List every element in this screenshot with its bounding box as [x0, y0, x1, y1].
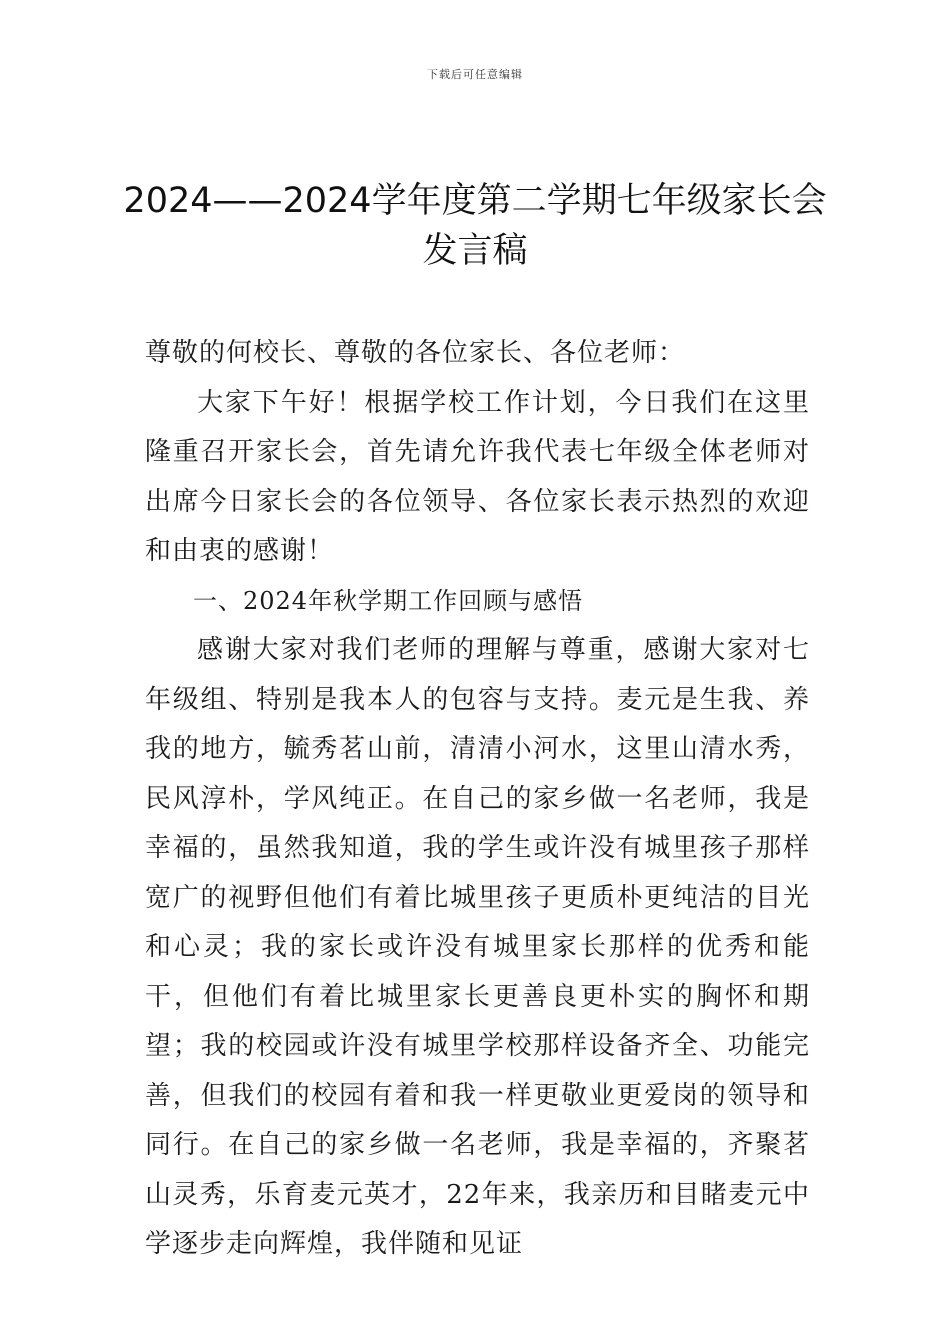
document-body [145, 329, 810, 1270]
salutation-paragraph: 尊敬的何校长、尊敬的各位家长、各位老师： [145, 338, 686, 368]
document-title: 2024——2024学年度第二学期七年级家长会发言稿 [123, 181, 827, 271]
section-heading: 一、2024年秋学期工作回顾与感悟 [193, 586, 584, 615]
header-note: 下载后可任意编辑 [427, 68, 523, 81]
greeting-paragraph: 大家下午好！根据学校工作计划，今日我们在这里隆重召开家长会，首先请允许我代表七年级全体老师对出席今日家长会的各位领导、各位家长表示热烈的欢迎和由衷的感谢！ [145, 387, 810, 566]
body-paragraph: 感谢大家对我们老师的理解与尊重，感谢大家对七年级组、特别是我本人的包容与支持。麦元是生我、养我的地方，毓秀茗山前，清清小河水，这里山清水秀，民风淳朴，学风纯正。在自己的家乡做一名老师，我是幸福的，虽然我知道，我的学生或许没有城里孩子那样宽广的视野但他们有着比城里孩子更质朴更纯洁的目光和心灵；我的家长或许没有城里家长那样的优秀和能干，但他们有着比城里家长更善良更朴实的胸怀和期望；我的校园或许没有城里学校那样设备齐全、功能完善，但我们的校园有着和我一样更敬业更爱岗的领导和同行。在自己的家乡做一名老师，我是幸福的，齐聚茗山灵秀，乐育麦元英才，22年来，我亲历和目睹麦元中学逐步走向辉煌，我伴随和见证 [145, 635, 810, 1259]
